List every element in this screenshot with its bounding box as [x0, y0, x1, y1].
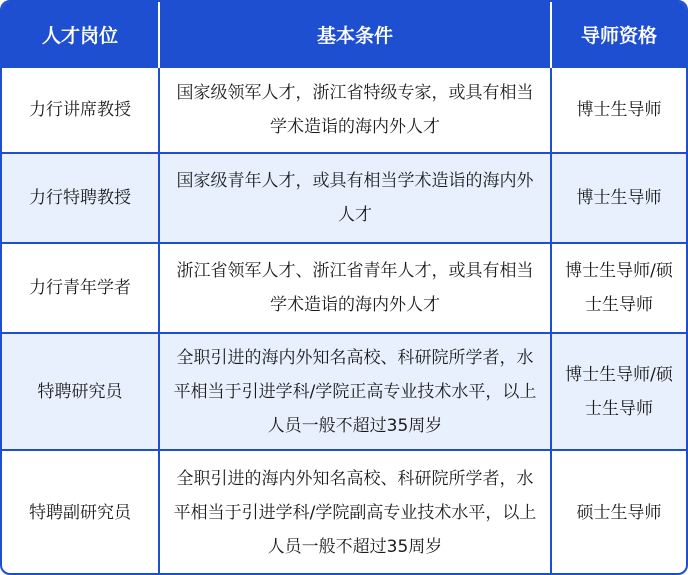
header-qualification: 导师资格 [551, 2, 686, 67]
table-header [2, 2, 686, 67]
table-row [2, 153, 686, 243]
cell-qualification: 博士生导师 [551, 153, 686, 243]
header-position: 人才岗位 [2, 2, 159, 67]
cell-conditions: 全职引进的海内外知名高校、科研院所学者，水平相当于引进学科/学院正高专业技术水平，以上人员一般不超过35周岁 [159, 333, 551, 450]
cell-conditions: 国家级青年人才，或具有相当学术造诣的海内外人才 [159, 153, 551, 243]
table-row [2, 243, 686, 333]
cell-position: 力行特聘教授 [2, 153, 159, 243]
cell-qualification: 博士生导师/硕士生导师 [551, 243, 686, 333]
cell-qualification: 博士生导师/硕士生导师 [551, 333, 686, 450]
table-row [2, 450, 686, 574]
table-row [2, 333, 686, 450]
cell-position: 特聘研究员 [2, 333, 159, 450]
cell-position: 力行青年学者 [2, 243, 159, 333]
cell-position: 特聘副研究员 [2, 450, 159, 574]
cell-conditions: 浙江省领军人才、浙江省青年人才，或具有相当学术造诣的海内外人才 [159, 243, 551, 333]
talent-positions-table [2, 2, 686, 574]
header-row [2, 2, 686, 67]
table-body [2, 67, 686, 574]
cell-qualification: 硕士生导师 [551, 450, 686, 574]
cell-conditions: 国家级领军人才，浙江省特级专家，或具有相当学术造诣的海内外人才 [159, 67, 551, 153]
header-conditions: 基本条件 [159, 2, 551, 67]
cell-position: 力行讲席教授 [2, 67, 159, 153]
cell-qualification: 博士生导师 [551, 67, 686, 153]
cell-conditions: 全职引进的海内外知名高校、科研院所学者，水平相当于引进学科/学院副高专业技术水平，以上人员一般不超过35周岁 [159, 450, 551, 574]
table-row [2, 67, 686, 153]
